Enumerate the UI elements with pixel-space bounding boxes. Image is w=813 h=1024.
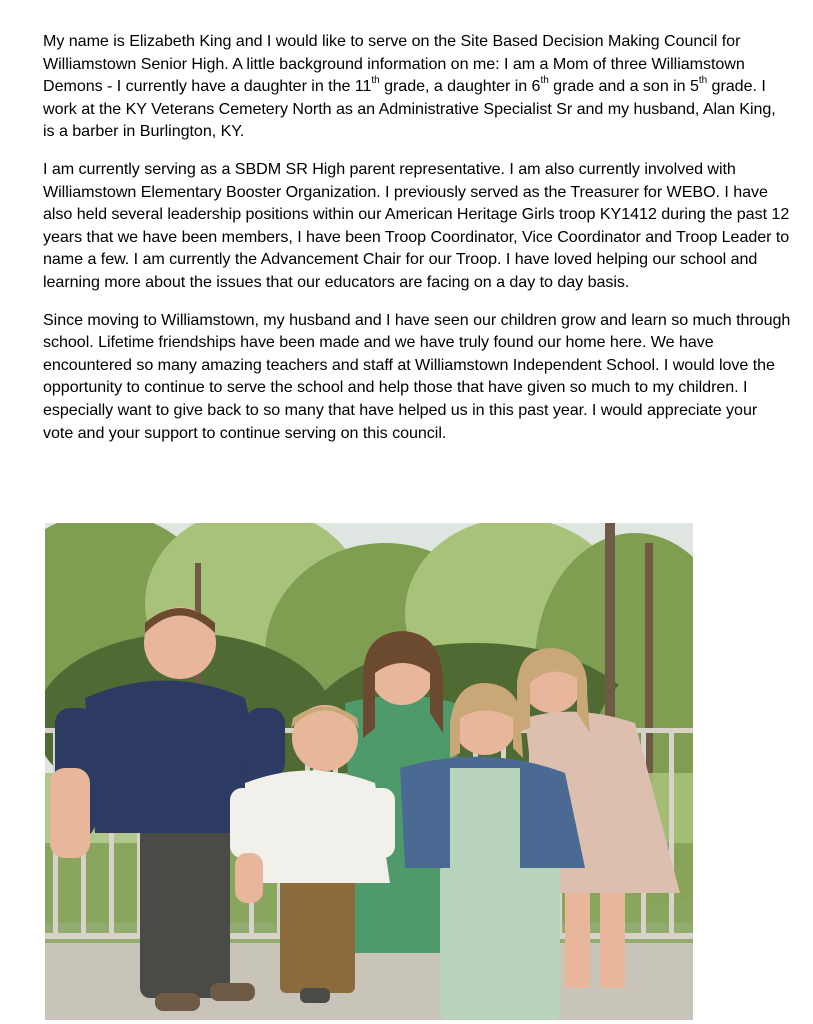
paragraph-closing: Since moving to Williamstown, my husband and I have seen our children grow and learn so much through school. Lifetime friendships have been made and we have truly found our home here. We have encountered so many amazing teachers and staff at Williamstown Independent School. I would love the opportunity to continue to serve the school and help those that have given so much to my children. I especially want to give back to so many that have helped us in this past year. I would appreciate your vote and your support to continue serving on this council. bbox=[43, 310, 791, 442]
paragraph-experience: I am currently serving as a SBDM SR High parent representative. I am also currently involved with Williamstown Elementary Booster Organization. I previously served as the Treasurer for WEBO. I have also held several leadership positions within our American Heritage Girls troop KY1412 during the past 12 years that we have been members, I have been Troop Coordinator, Vice Coordinator and Troop Leader to name a few. I am currently the Advancement Chair for our Troop. I have loved helping our school and learning more about the issues that our educators are facing on a day to day basis. bbox=[43, 159, 790, 291]
intro-text-part-1: My name is Elizabeth King and I would like to serve on the Site Based Decision Making Council for Williamstown Senior High. A little background information on me: I am a Mom of three Williamstown Demons - I currently have a daughter in the 11 bbox=[43, 32, 745, 96]
family-photo bbox=[45, 523, 693, 1020]
intro-text-part-3: grade and a son in 5 bbox=[548, 77, 699, 96]
superscript-th-1: th bbox=[371, 75, 380, 87]
paragraph-introduction bbox=[43, 30, 791, 143]
letter-body bbox=[43, 30, 791, 459]
railing-baluster bbox=[669, 733, 674, 933]
superscript-th-3: th bbox=[698, 75, 708, 87]
intro-text-part-2: grade, a daughter in 6 bbox=[379, 77, 541, 96]
intro-text-part-4: grade. I work at the KY Veterans Cemetery North as an Administrative Specialist Sr and my husband, Alan King, is a barber in Burlington, KY. bbox=[43, 77, 776, 141]
superscript-th-2: th bbox=[540, 75, 549, 87]
family-photo-illustration bbox=[45, 523, 693, 1020]
